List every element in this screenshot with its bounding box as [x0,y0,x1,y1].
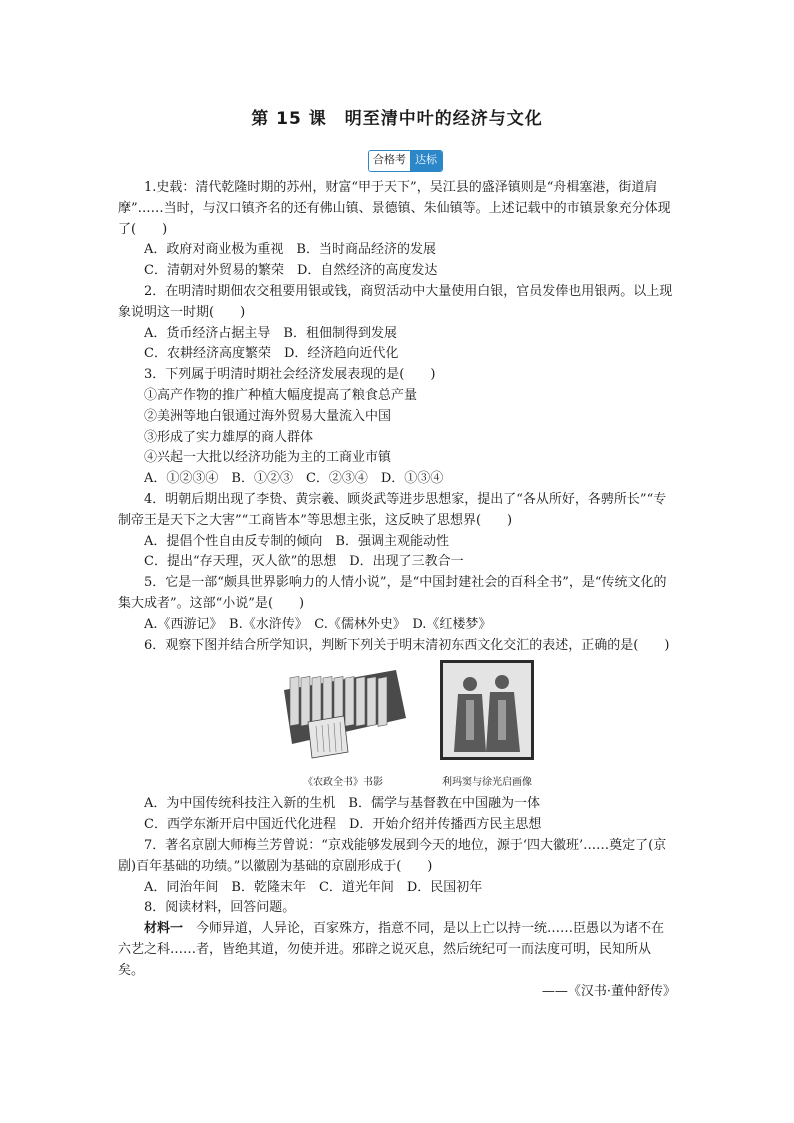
question-3-stem: 3．下列属于明清时期社会经济发展表现的是( ) [144,367,436,383]
material-1-text: 今师异道，人异论，百家殊方，指意不同，是以上亡以持一统……臣愚以为诸不在六艺之科……者，皆绝其道，勿使并进。邪辟之说灭息，然后统纪可一而法度可明，民知所从矣。 [118,921,665,978]
question-2-options-c-d: C．农耕经济高度繁荣 D．经济趋向近代化 [144,346,399,362]
question-3-item-2: ②美洲等地白银通过海外贸易大量流入中国 [144,408,392,424]
page-title: 第 15 课 明至清中叶的经济与文化 [251,109,543,129]
material-1-source: ——《汉书·董仲舒传》 [541,983,676,999]
question-2-stem: 2．在明清时期佃农交租要用银或钱，商贸活动中大量使用白银，官员发俸也用银两。以上现象说明这一时期( ) [118,283,673,320]
question-1-stem: 1.史载：清代乾隆时期的苏州，财富“甲于天下”，吴江县的盛泽镇则是“舟楫塞港，街道肩摩”……当时，与汉口镇齐名的还有佛山镇、景德镇、朱仙镇等。上述记载中的市镇景象充分体现了( ) [118,180,671,237]
figure-book-photo [278,660,408,794]
level-badge [368,150,443,172]
figure-portrait [440,660,534,794]
question-8-stem: 8．阅读材料，回答问题。 [144,900,296,916]
figure-1-caption: 《农政全书》书影 [303,777,383,789]
question-4-stem: 4．明朝后期出现了李贽、黄宗羲、顾炎武等进步思想家，提出了“各从所好，各骋所长”“专制帝王是天下之大害”“工商皆本”等思想主张，这反映了思想界( ) [118,491,667,528]
question-3-options: A．①②③④ B．①②③ C．②③④ D．①③④ [144,471,444,487]
question-5-stem: 5．它是一部“颇具世界影响力的人情小说”，是“中国封建社会的百科全书”，是“传统文化的集大成者”。这部“小说”是( ) [118,575,667,611]
portrait-image [440,660,534,760]
question-3-item-1: ①高产作物的推广种植大幅度提高了粮食总产量 [144,387,418,403]
figure-2-caption: 利玛窦与徐光启画像 [442,777,532,789]
material-1 [118,919,676,981]
question-6-stem: 6．观察下图并结合所学知识，判断下列关于明末清初东西文化交汇的表述，正确的是( ) [144,637,670,653]
question-7-stem: 7．著名京剧大师梅兰芳曾说：“京戏能够发展到今天的地位，源于‘四大徽班’……奠定了(京剧)百年基础的功绩。”以徽剧为基础的京剧形成于( ) [118,837,667,874]
question-1-options-a-b: A．政府对商业极为重视 B．当时商品经济的发展 [144,242,436,258]
question-2-options-a-b: A．货币经济占据主导 B．租佃制得到发展 [144,325,397,341]
badge-left: 合格考 [369,151,410,171]
question-3-item-3: ③形成了实力雄厚的商人群体 [144,429,314,445]
material-1-label: 材料一 [144,921,184,937]
questions [118,178,676,1002]
question-6-figures [118,660,676,792]
book-stack-image [278,660,408,760]
question-4-options-c-d: C．提出“存天理，灭人欲”的思想 D．出现了三教合一 [144,554,464,570]
question-6-options-c-d: C．西学东渐开启中国近代化进程 D．开始介绍并传播西方民主思想 [144,817,542,833]
question-4-options-a-b: A．提倡个性自由反专制的倾向 B．强调主观能动性 [144,533,449,549]
question-5-options: A.《西游记》 B.《水浒传》 C.《儒林外史》 D.《红楼梦》 [144,616,492,632]
question-3-item-4: ④兴起一大批以经济功能为主的工商业市镇 [144,450,392,466]
question-1-options-c-d: C．清朝对外贸易的繁荣 D．自然经济的高度发达 [144,263,438,279]
badge-right: 达标 [410,151,442,171]
question-6-options-a-b: A．为中国传统科技注入新的生机 B．儒学与基督教在中国融为一体 [144,796,540,812]
question-7-options: A．同治年间 B．乾隆末年 C．道光年间 D．民国初年 [144,879,483,895]
